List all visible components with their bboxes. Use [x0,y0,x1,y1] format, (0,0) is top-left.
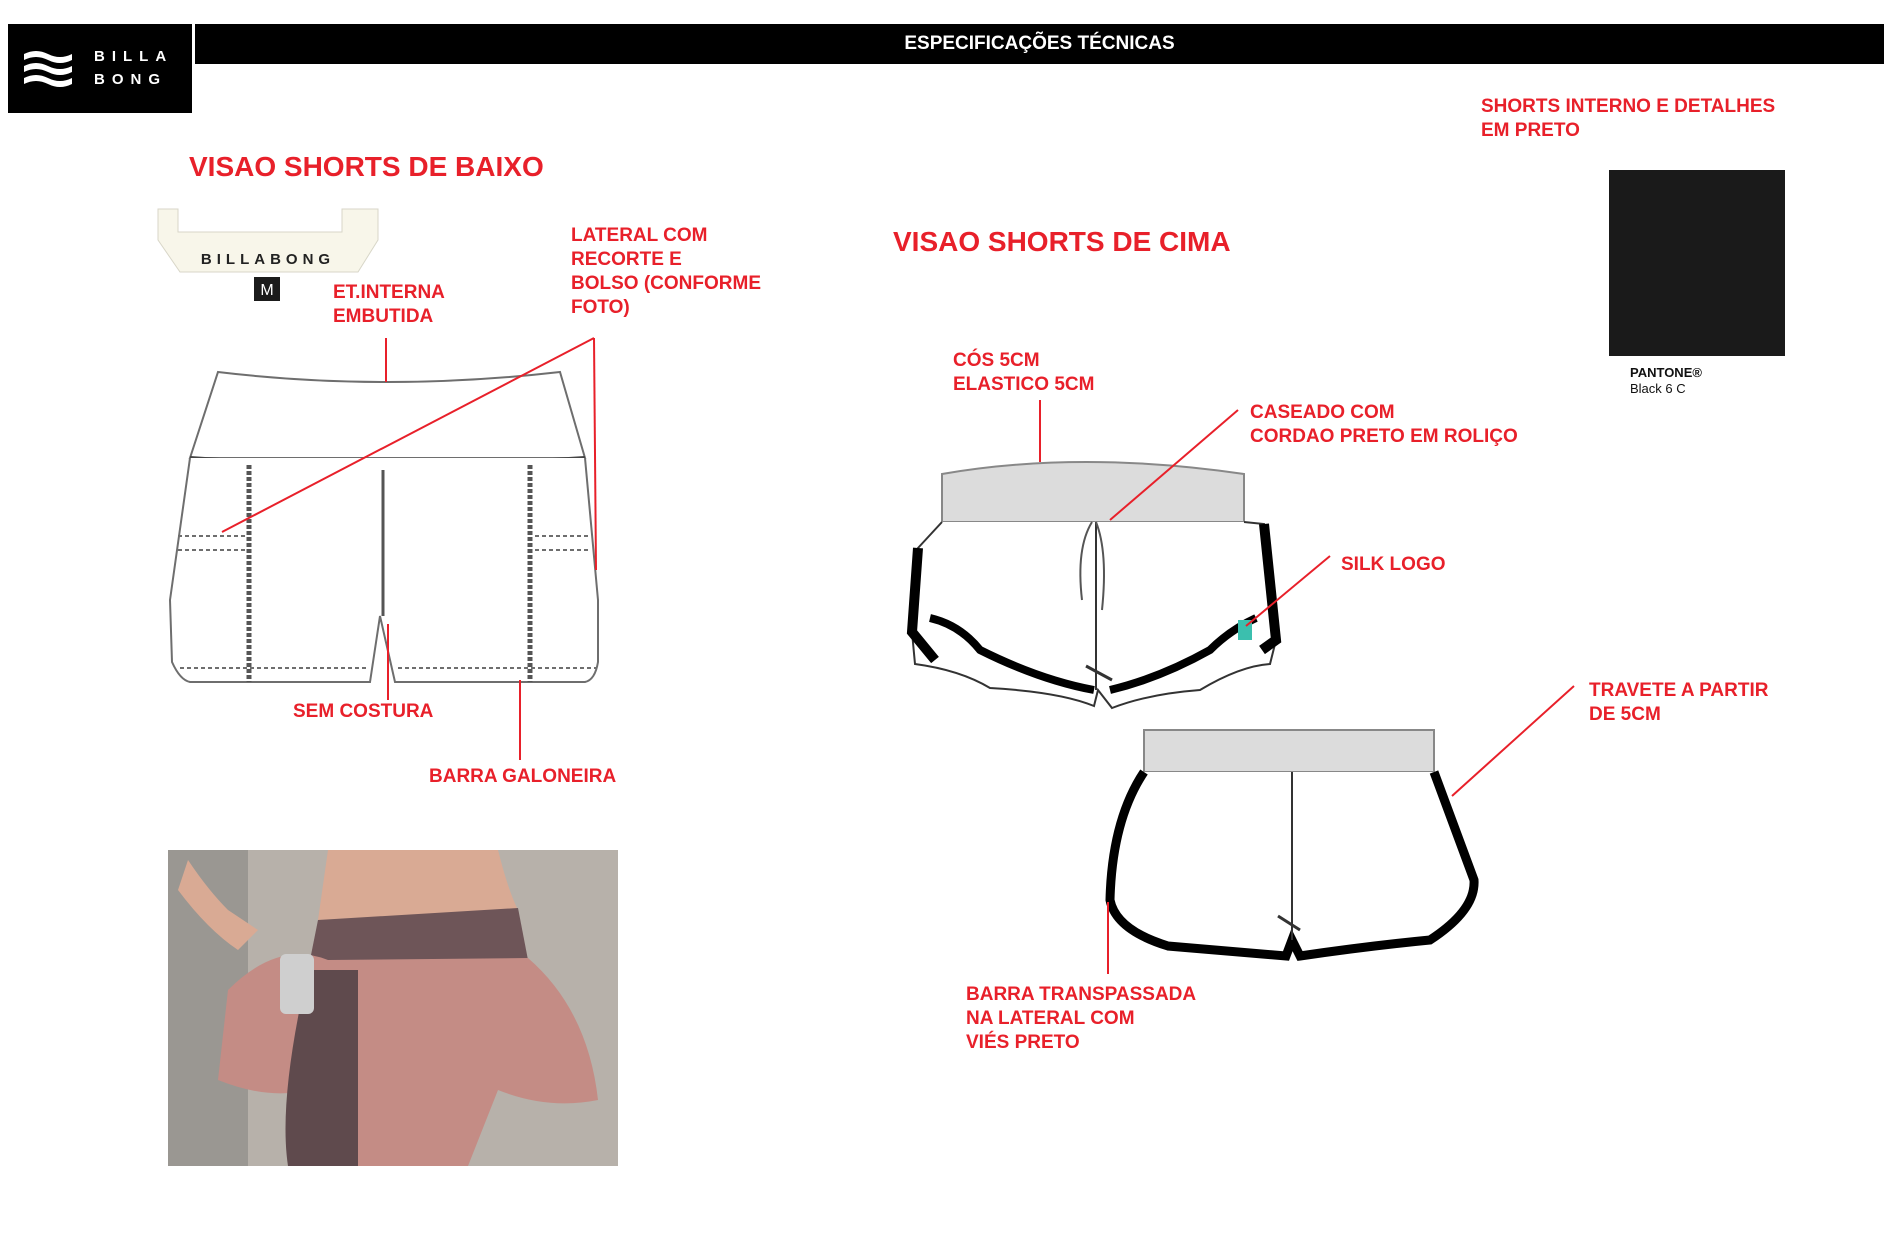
callout-overlap-hem: BARRA TRANSPASSADA NA LATERAL COM VIÉS PRETO [966,984,1197,1053]
color-swatch [1609,170,1785,356]
callout-silk-logo: SILK LOGO [1341,554,1446,575]
pantone-color-name: Black 6 C [1630,381,1686,396]
callout-hem: BARRA GALONEIRA [429,766,617,787]
page-title: ESPECIFICAÇÕES TÉCNICAS [195,24,1884,64]
reference-photo [168,850,618,1166]
callout-waistband: CÓS 5CM ELASTICO 5CM [953,350,1095,395]
callout-seamless: SEM COSTURA [293,701,434,722]
shorts-top-view-back [1110,730,1474,956]
callout-side-pocket: LATERAL COM RECORTE E BOLSO (CONFORME FOTO) [571,225,761,318]
top-view-title: VISAO SHORTS DE CIMA [893,226,1231,257]
bottom-view-title: VISAO SHORTS DE BAIXO [189,151,544,182]
reference-photo-illustration [168,850,618,1166]
color-note: SHORTS INTERNO E DETALHES EM PRETO [1481,96,1776,141]
callout-internal-label: ET.INTERNA EMBUTIDA [333,282,445,327]
callout-bartack: TRAVETE A PARTIR DE 5CM [1589,680,1769,725]
pantone-brand: PANTONE® [1630,365,1702,380]
label-tag-brand: BILLABONG [200,251,336,268]
logo-text-top: BILLA [94,48,174,65]
shorts-bottom-view [170,372,598,682]
callout-buttonhole: CASEADO COM CORDAO PRETO EM ROLIÇO [1250,402,1518,447]
shorts-top-view-front [912,462,1276,708]
size-tag-label: M [260,282,274,299]
logo-text-bottom: BONG [94,71,167,88]
